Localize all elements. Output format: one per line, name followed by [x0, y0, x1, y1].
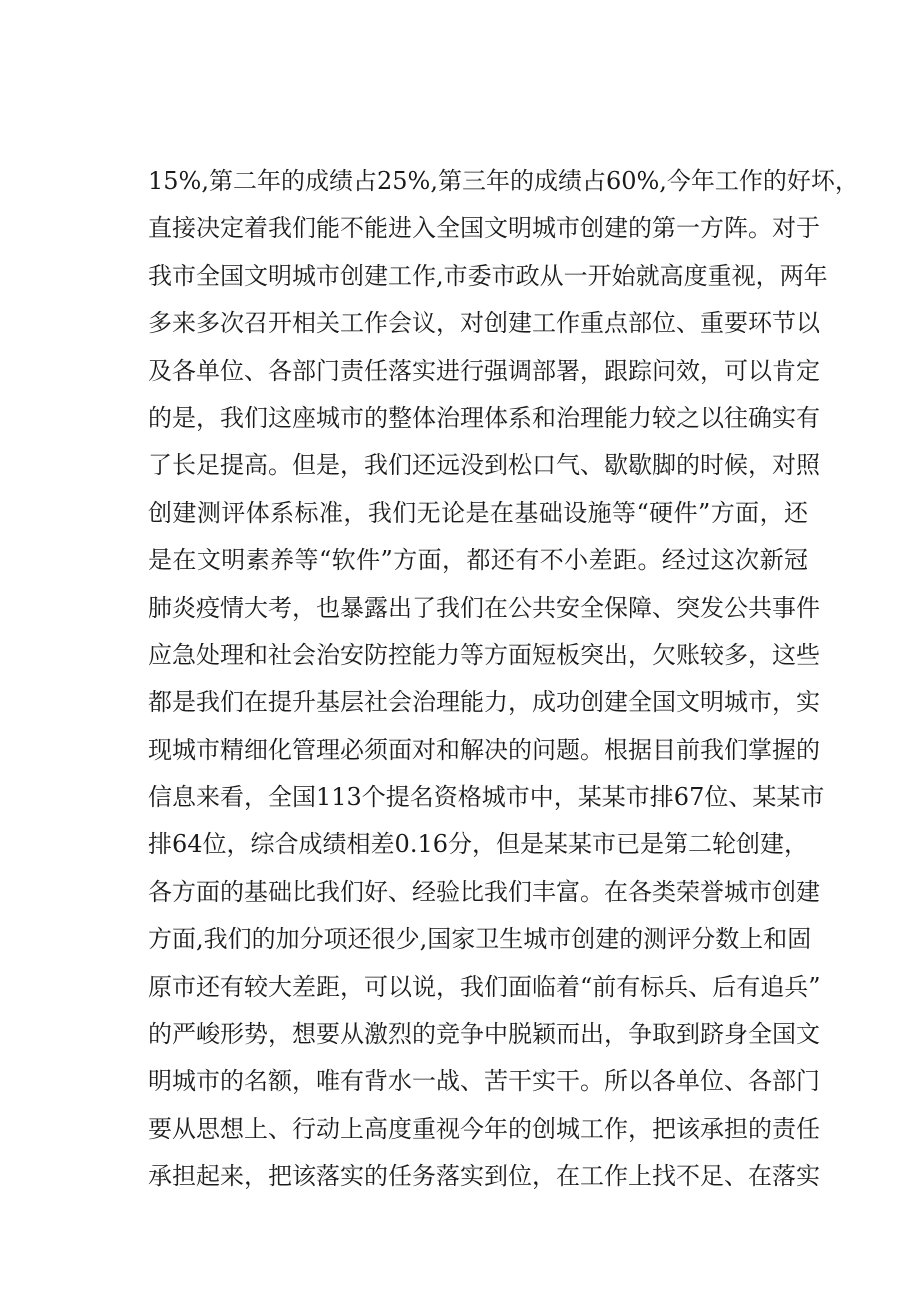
- text-line: 多来多次召开相关工作会议，对创建工作重点部位、重要环节以: [148, 309, 820, 338]
- text-line: 应急处理和社会治安防控能力等方面短板突出，欠账较多，这些: [148, 640, 820, 669]
- text-line: 直接决定着我们能不能进入全国文明城市创建的第一方阵。对于: [148, 214, 820, 243]
- text-line: 明城市的名额，唯有背水一战、苦干实干。所以各单位、各部门: [148, 1067, 820, 1096]
- text-line: 信息来看，全国113个提名资格城市中，某某市排67位、某某市: [148, 783, 825, 812]
- text-line: 方面,我们的加分项还很少,国家卫生城市创建的测评分数上和固: [148, 925, 812, 954]
- text-line: 各方面的基础比我们好、经验比我们丰富。在各类荣誉城市创建: [148, 877, 820, 906]
- text-line: 的是，我们这座城市的整体治理体系和治理能力较之以往确实有: [148, 403, 820, 432]
- text-line: 的严峻形势，想要从激烈的竞争中脱颖而出，争取到跻身全国文: [148, 1020, 820, 1049]
- text-line: 都是我们在提升基层社会治理能力，成功创建全国文明城市，实: [148, 688, 820, 717]
- text-line: 创建测评体系标准，我们无论是在基础设施等“硬件”方面，还: [148, 498, 808, 527]
- text-line: 要从思想上、行动上高度重视今年的创城工作，把该承担的责任: [148, 1114, 820, 1143]
- text-line: 了长足提高。但是，我们还远没到松口气、歇歇脚的时候，对照: [148, 451, 820, 480]
- body-paragraph: [148, 158, 859, 1201]
- text-line: 承担起来，把该落实的任务落实到位，在工作上找不足、在落实: [148, 1162, 820, 1191]
- text-line: 排64位，综合成绩相差0.16分，但是某某市已是第二轮创建，: [148, 830, 808, 859]
- text-line: 我市全国文明城市创建工作,市委市政从一开始就高度重视，两年: [148, 261, 828, 290]
- text-line: 现城市精细化管理必须面对和解决的问题。根据目前我们掌握的: [148, 735, 820, 764]
- text-line: 原市还有较大差距，可以说，我们面临着“前有标兵、后有追兵”: [148, 972, 821, 1001]
- text-line: 是在文明素养等“软件”方面，都还有不小差距。经过这次新冠: [148, 546, 808, 575]
- text-line: 15%,第二年的成绩占25%,第三年的成绩占60%,今年工作的好坏，: [148, 167, 859, 195]
- text-line: 肺炎疫情大考，也暴露出了我们在公共安全保障、突发公共事件: [148, 593, 820, 622]
- text-line: 及各单位、各部门责任落实进行强调部署，跟踪问效，可以肯定: [148, 356, 820, 385]
